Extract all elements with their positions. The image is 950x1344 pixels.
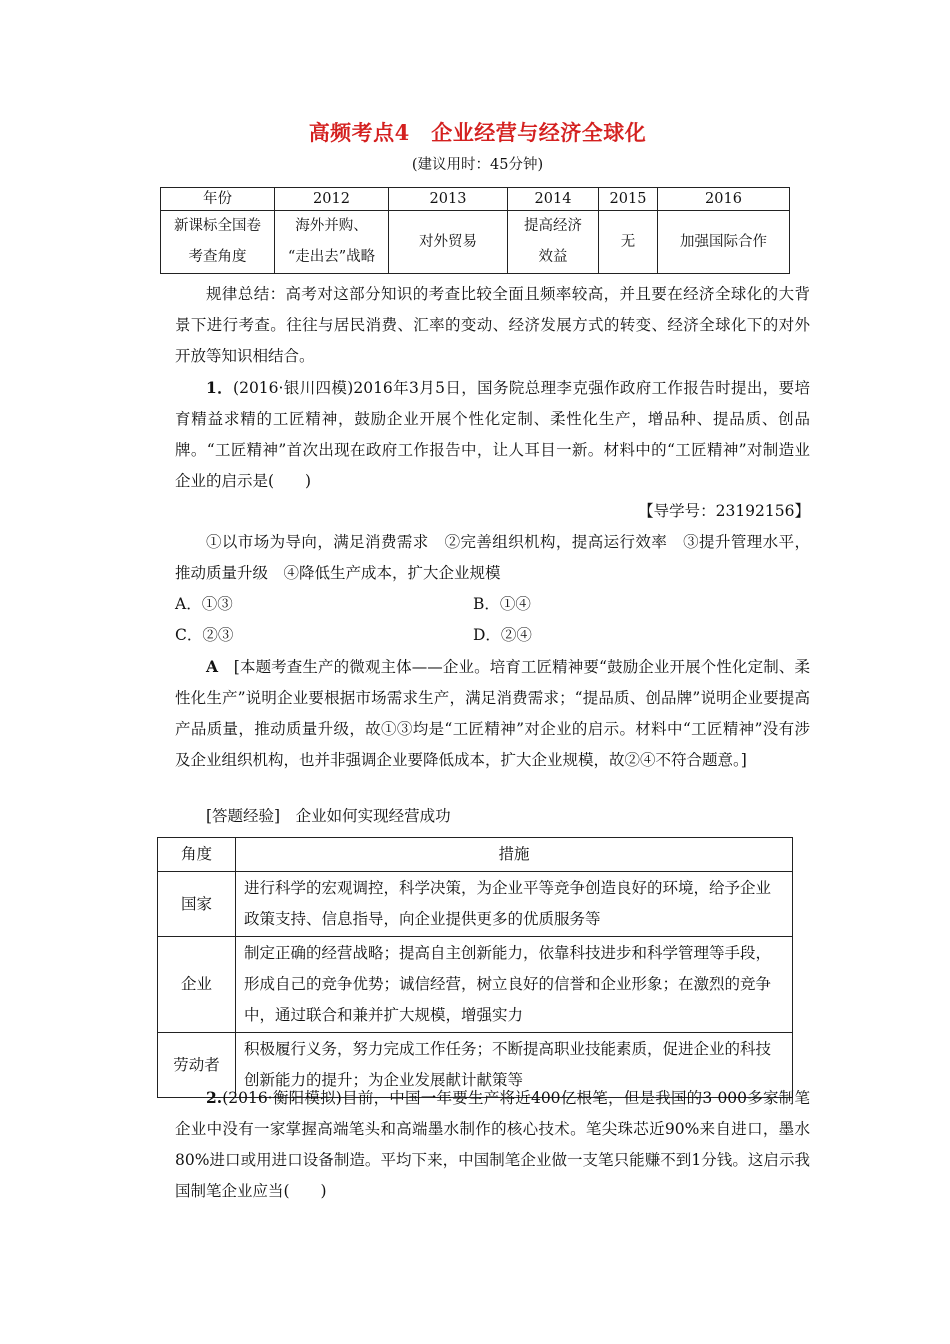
cell-line: 提高经济 xyxy=(524,218,582,234)
table-row xyxy=(158,937,793,1033)
question-1 xyxy=(175,372,810,497)
tips-heading: [答题经验] 企业如何实现经营成功 xyxy=(206,807,451,825)
exam-frequency-table xyxy=(160,187,790,274)
cell-line: “走出去”战略 xyxy=(287,249,376,265)
cell-2012 xyxy=(275,211,389,274)
cell-2013: 对外贸易 xyxy=(389,211,508,274)
col-header-2015: 2015 xyxy=(599,188,658,211)
col-header-2014: 2014 xyxy=(508,188,599,211)
measure-cell: 进行科学的宏观调控，科学决策，为企业平等竞争创造良好的环境，给予企业政策支持、信息指导，向企业提供更多的优质服务等 xyxy=(236,872,793,937)
question-2 xyxy=(175,1082,810,1207)
cell-2014 xyxy=(508,211,599,274)
row-label xyxy=(161,211,275,274)
col-header-2012: 2012 xyxy=(275,188,389,211)
document-page xyxy=(145,118,810,1200)
answer-letter: A xyxy=(206,657,219,676)
cell-line: 海外并购、 xyxy=(295,218,368,234)
question-number: 2. xyxy=(206,1088,223,1107)
col-header-2013: 2013 xyxy=(389,188,508,211)
col-header-measure: 措施 xyxy=(236,838,793,872)
tips-table xyxy=(157,837,793,1098)
reference-number: 【导学号：23192156】 xyxy=(638,502,810,520)
cell-line: 效益 xyxy=(538,249,568,265)
cell-2015: 无 xyxy=(599,211,658,274)
question-stem: (2016·衡阳模拟)目前，中国一年要生产将近400亿根笔，但是我国的3 000多家制笔企业中没有一家掌握高端笔头和高端墨水制作的核心技术。笔尖珠芯近90%来自进口，墨水80%进口或用进口设备制造。平均下来，中国制笔企业做一支笔只能赚不到1分钱。这启示我国制笔企业应当( ) xyxy=(175,1089,810,1200)
answer-explanation xyxy=(175,651,810,776)
cell-2016: 加强国际合作 xyxy=(658,211,790,274)
statements: ①以市场为导向，满足消费需求 ②完善组织机构，提高运行效率 ③提升管理水平，推动质量升级 ④降低生产成本，扩大企业规模 xyxy=(175,533,810,582)
row-label-line: 新课标全国卷 xyxy=(174,218,261,234)
col-header-2016: 2016 xyxy=(658,188,790,211)
table-header-row xyxy=(161,188,790,211)
explanation-text: [本题考查生产的微观主体——企业。培育工匠精神要“鼓励企业开展个性化定制、柔性化生产”说明企业要根据市场需求生产，满足消费需求；“提品质、创品牌”说明企业要提高产品质量，推动质量升级，故①③均是“工匠精神”对企业的启示。材料中“工匠精神”没有涉及企业组织机构，也并非强调企业要降低成本，扩大企业规模，故②④不符合题意。] xyxy=(175,658,810,769)
table-row xyxy=(158,872,793,937)
col-header-year: 年份 xyxy=(161,188,275,211)
measure-cell: 积极履行义务，努力完成工作任务；不断提高职业技能素质，促进企业的科技创新能力的提升；为企业发展献计献策等 xyxy=(236,1033,793,1098)
option-d: D．②④ xyxy=(473,626,532,644)
measure-cell: 制定正确的经营战略；提高自主创新能力，依靠科技进步和科学管理等手段，形成自己的竞争优势；诚信经营，树立良好的信誉和企业形象；在激烈的竞争中，通过联合和兼并扩大规模，增强实力 xyxy=(236,937,793,1033)
table-header-row xyxy=(158,838,793,872)
question-stem: (2016·银川四模)2016年3月5日，国务院总理李克强作政府工作报告时提出，要培育精益求精的工匠精神，鼓励企业开展个性化定制、柔性化生产，增品种、提品质、创品牌。“工匠精神”首次出现在政府工作报告中，让人耳目一新。材料中的“工匠精神”对制造业企业的启示是( ) xyxy=(175,379,810,490)
angle-cell: 企业 xyxy=(158,937,236,1033)
angle-cell: 国家 xyxy=(158,872,236,937)
page-title: 高频考点4 企业经营与经济全球化 xyxy=(308,120,647,145)
option-b: B．①④ xyxy=(473,595,531,613)
option-c: C．②③ xyxy=(175,626,234,644)
table-row xyxy=(161,211,790,274)
angle-cell: 劳动者 xyxy=(158,1033,236,1098)
suggested-time: (建议用时：45分钟) xyxy=(411,157,544,173)
option-a: A．①③ xyxy=(175,595,233,613)
question-number: 1． xyxy=(206,378,234,397)
summary-paragraph: 规律总结：高考对这部分知识的考查比较全面且频率较高，并且要在经济全球化的大背景下进行考查。往往与居民消费、汇率的变动、经济发展方式的转变、经济全球化下的对外开放等知识相结合。 xyxy=(175,285,810,365)
col-header-angle: 角度 xyxy=(158,838,236,872)
row-label-line: 考查角度 xyxy=(188,249,247,265)
